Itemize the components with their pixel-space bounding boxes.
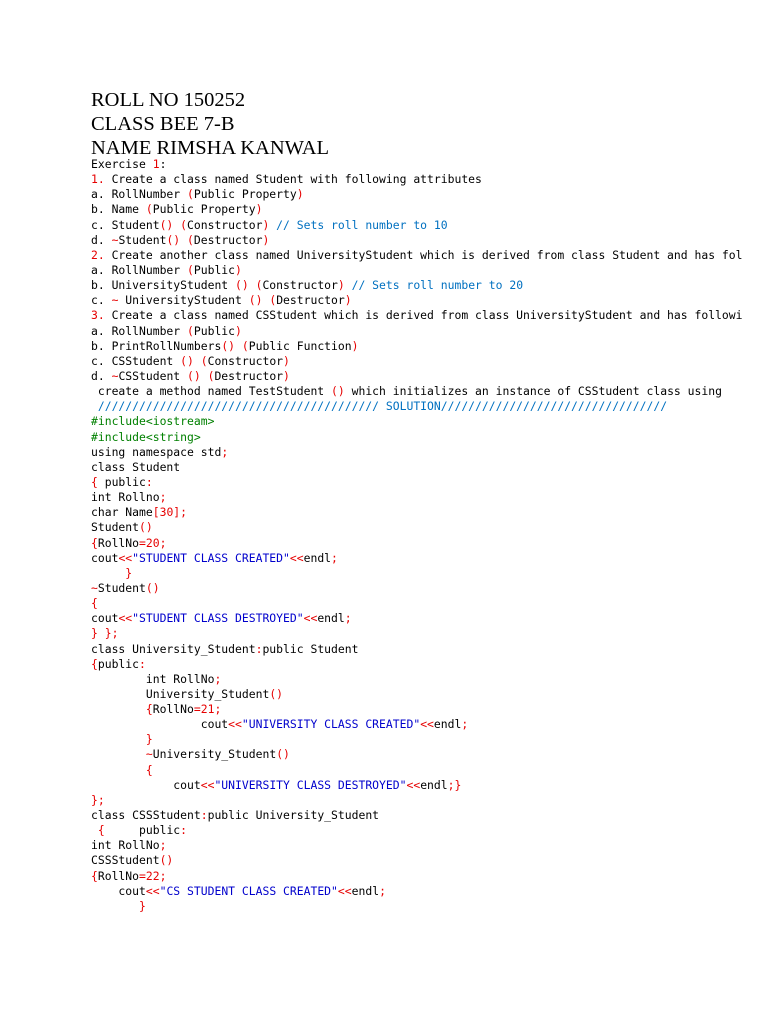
code-token: ;	[159, 490, 167, 505]
code-token: (	[255, 278, 263, 293]
code-token: "STUDENT CLASS DESTROYED"	[132, 611, 304, 626]
code-line	[91, 278, 743, 293]
code-token	[91, 732, 146, 746]
code-token	[91, 566, 125, 580]
code-line	[91, 293, 743, 308]
code-token: class CSSStudent	[91, 808, 201, 823]
code-token: )	[283, 353, 290, 368]
code-token: ///////////////////////////////////////// SOLUTION/////////////////////////////////	[91, 399, 668, 414]
code-token: RollNo	[152, 702, 194, 717]
code-token: ;	[214, 671, 222, 686]
code-token: (	[200, 353, 208, 368]
code-token: {	[145, 702, 153, 717]
code-token: )	[337, 278, 345, 293]
code-token: ;}	[447, 777, 462, 792]
code-token: Public Function	[248, 338, 352, 353]
code-token: (	[241, 338, 249, 353]
code-token	[91, 747, 146, 761]
code-line	[91, 808, 743, 823]
code-line	[91, 884, 743, 899]
code-token: ()	[139, 520, 153, 535]
code-token: )	[296, 187, 304, 202]
code-line	[91, 566, 743, 581]
code-line	[91, 732, 743, 747]
code-token: "CS STUDENT CLASS CREATED"	[159, 883, 338, 898]
code-token: ()	[331, 384, 345, 399]
code-token: :	[180, 823, 188, 838]
code-token: // Sets roll number to 10	[269, 217, 448, 232]
code-line	[91, 657, 743, 672]
code-token: (	[145, 202, 153, 217]
code-token: public	[104, 823, 181, 838]
code-token: a. RollNumber	[91, 323, 188, 338]
code-token: RollNo	[97, 868, 140, 883]
code-line	[91, 460, 743, 475]
code-line	[91, 339, 743, 354]
code-token: <<	[200, 777, 215, 792]
code-token: ;	[461, 717, 469, 732]
code-line	[91, 702, 743, 717]
code-token: ;	[344, 611, 352, 626]
code-token: UniversityStudent	[118, 293, 249, 308]
code-token: )	[283, 368, 290, 383]
code-token: <<	[118, 611, 133, 626]
code-token: (	[269, 293, 277, 308]
code-token: Student	[97, 580, 146, 595]
code-token	[91, 702, 146, 716]
code-line	[91, 475, 743, 490]
code-token: ()	[180, 353, 194, 368]
code-line	[91, 581, 743, 596]
code-token	[194, 354, 201, 368]
code-token: :	[145, 474, 153, 489]
code-line	[91, 430, 743, 445]
code-token: ()	[276, 747, 290, 762]
code-line	[91, 687, 743, 702]
code-token: #include<string>	[91, 429, 201, 444]
code-token: Create a class named CSStudent which is derived from class UniversityStudent and has followi	[104, 308, 743, 323]
code-line	[91, 445, 743, 460]
code-line	[91, 626, 743, 641]
code-token: }	[139, 898, 146, 913]
code-token: 2.	[91, 247, 105, 262]
code-line	[91, 536, 743, 551]
code-line	[91, 233, 743, 248]
code-token: c.	[91, 293, 112, 308]
code-token: create a method named TestStudent	[91, 384, 332, 399]
code-token: which initializes an instance of CSStudent class using	[344, 384, 722, 399]
code-token: =20;	[139, 535, 167, 550]
code-token	[235, 339, 242, 353]
code-token: ;	[159, 838, 167, 853]
code-token: (	[207, 368, 215, 383]
code-line	[91, 869, 743, 884]
code-token: (	[180, 217, 188, 232]
code-token: CSSStudent	[91, 853, 160, 868]
code-line	[91, 611, 743, 626]
code-token: ;	[221, 444, 229, 459]
code-token: ()	[248, 293, 263, 308]
code-token: )	[344, 293, 352, 308]
code-token: ~	[111, 368, 119, 383]
code-token: {	[91, 656, 98, 671]
code-token: public University_Student	[207, 808, 380, 823]
code-token: CSStudent	[118, 368, 188, 383]
code-token: ()	[159, 853, 174, 868]
code-token: ()	[187, 368, 201, 383]
code-token: int RollNo	[91, 838, 160, 853]
code-token: "STUDENT CLASS CREATED"	[132, 550, 290, 565]
code-token: :	[255, 641, 263, 656]
code-token: a. RollNumber	[91, 262, 188, 277]
code-token: public	[97, 474, 146, 489]
code-token: =21;	[193, 702, 222, 717]
code-token: Public Property	[193, 187, 297, 202]
code-token: char Name	[91, 505, 153, 520]
code-token: Public	[193, 262, 236, 277]
code-token: ()	[269, 686, 284, 701]
code-token: )	[235, 323, 242, 338]
code-token: 1.	[91, 172, 105, 187]
code-token: :	[159, 157, 167, 171]
code-token: int RollNo	[91, 671, 215, 686]
code-token: c. Student	[91, 217, 160, 232]
code-token: ;	[331, 550, 338, 565]
code-token: b. PrintRollNumbers	[91, 338, 222, 353]
code-token: (	[187, 323, 194, 338]
code-token: Destructor	[214, 368, 284, 383]
code-token: Create another class named UniversityStudent which is derived from class Student and has fol	[104, 247, 743, 262]
code-line	[91, 490, 743, 505]
code-token: Destructor	[193, 232, 263, 247]
code-token: (	[187, 187, 194, 202]
code-token: ()	[145, 580, 160, 595]
code-line	[91, 853, 743, 868]
code-token: endl	[433, 717, 462, 732]
code-token: 1	[152, 157, 160, 171]
code-token: )	[351, 338, 359, 353]
code-token: (	[187, 232, 194, 247]
code-token: {	[91, 474, 98, 489]
code-token: {	[97, 823, 105, 838]
class-line: CLASS BEE 7-B	[91, 113, 235, 135]
code-token: ;	[379, 883, 386, 898]
code-token: ~	[91, 580, 98, 595]
code-token: Constructor	[207, 353, 284, 368]
code-token: University_Student	[152, 747, 277, 762]
code-token	[91, 823, 98, 837]
code-token: int Rollno	[91, 490, 160, 505]
code-token: Destructor	[276, 293, 345, 308]
code-token: d.	[91, 232, 112, 247]
code-line	[91, 551, 743, 566]
code-token: ()	[159, 217, 174, 232]
code-token: }	[91, 626, 98, 641]
code-line	[91, 747, 743, 762]
code-token: }	[125, 565, 133, 580]
code-token: endl	[303, 550, 332, 565]
code-line	[91, 778, 743, 793]
code-token: class University_Student	[91, 641, 256, 656]
roll-number-line: ROLL NO 150252	[91, 89, 246, 111]
code-token: ()	[166, 232, 181, 247]
code-line	[91, 202, 743, 217]
code-line	[91, 596, 743, 611]
code-listing	[91, 157, 743, 914]
code-token: <<	[289, 550, 304, 565]
code-token: RollNo	[97, 535, 140, 550]
code-line	[91, 157, 743, 172]
code-line	[91, 505, 743, 520]
code-token: #include<iostream>	[91, 414, 215, 429]
code-token: <<	[303, 611, 318, 626]
code-token: :	[139, 656, 146, 671]
code-token: Public	[193, 323, 236, 338]
code-token: )	[235, 262, 242, 277]
code-token: cout	[91, 611, 119, 626]
code-line	[91, 218, 743, 233]
code-token: }	[145, 732, 153, 747]
code-line	[91, 763, 743, 778]
code-token	[180, 233, 187, 247]
code-token: using namespace std	[91, 444, 222, 459]
code-token: )	[262, 217, 270, 232]
code-line	[91, 172, 743, 187]
code-token: :	[200, 808, 208, 823]
code-token: =22;	[139, 868, 167, 883]
code-token: b. UniversityStudent	[91, 278, 236, 293]
code-line	[91, 717, 743, 732]
code-line	[91, 642, 743, 657]
code-token: ~	[145, 747, 153, 762]
code-token: <<	[145, 883, 160, 898]
code-token: Constructor	[187, 217, 263, 232]
code-token: Student	[118, 232, 167, 247]
code-token: Create a class named Student with following attributes	[104, 172, 482, 187]
code-line	[91, 838, 743, 853]
code-line	[91, 414, 743, 429]
student-name-line: NAME RIMSHA KANWAL	[91, 137, 330, 159]
code-token: <<	[406, 777, 421, 792]
code-line	[91, 369, 743, 384]
code-line	[91, 520, 743, 535]
code-token: 3.	[91, 308, 105, 323]
code-token: b. Name	[91, 202, 146, 217]
code-token: cout	[91, 717, 229, 732]
code-token	[91, 899, 139, 913]
code-token: Exercise	[91, 157, 153, 171]
code-token: Constructor	[262, 278, 338, 293]
code-token: "UNIVERSITY CLASS DESTROYED"	[214, 777, 407, 792]
code-token: c. CSStudent	[91, 353, 181, 368]
code-token: };	[104, 626, 119, 641]
code-token: d.	[91, 368, 112, 383]
code-token: University_Student	[91, 686, 270, 701]
code-token	[98, 626, 105, 640]
code-token	[201, 369, 208, 383]
code-token: )	[255, 202, 263, 217]
code-token: <<	[118, 550, 133, 565]
code-token: endl	[351, 883, 380, 898]
code-line	[91, 823, 743, 838]
code-token: {	[145, 762, 153, 777]
code-token: )	[262, 232, 270, 247]
code-token: class Student	[91, 459, 181, 474]
code-token: public Student	[262, 641, 359, 656]
code-line	[91, 308, 743, 323]
code-line	[91, 263, 743, 278]
code-token: cout	[91, 883, 146, 898]
code-line	[91, 399, 743, 414]
document-header	[91, 88, 329, 160]
code-token: };	[91, 792, 105, 807]
code-token: [30];	[152, 505, 188, 520]
code-token: {	[91, 596, 98, 611]
code-line	[91, 672, 743, 687]
code-token: (	[187, 262, 194, 277]
code-token: "UNIVERSITY CLASS CREATED"	[241, 717, 421, 732]
code-line	[91, 899, 743, 914]
code-token: endl	[420, 777, 448, 792]
code-line	[91, 187, 743, 202]
code-token: <<	[228, 717, 242, 732]
code-token: public	[97, 656, 140, 671]
code-line	[91, 324, 743, 339]
code-token: <<	[337, 883, 352, 898]
code-token: cout	[91, 550, 119, 565]
code-token: cout	[91, 777, 201, 792]
code-token: ()	[221, 338, 236, 353]
code-line	[91, 354, 743, 369]
code-token: ~	[111, 232, 119, 247]
code-token: Public Property	[152, 202, 256, 217]
code-line	[91, 793, 743, 808]
code-line	[91, 248, 743, 263]
code-token	[91, 763, 146, 777]
code-token: Student	[91, 520, 140, 535]
code-token: {	[91, 868, 98, 883]
code-token: // Sets roll number to 20	[344, 278, 524, 293]
code-token	[249, 278, 256, 292]
code-token: ~	[111, 293, 119, 308]
code-token: {	[91, 535, 98, 550]
code-token: ()	[235, 278, 249, 293]
code-token: <<	[420, 717, 434, 732]
code-line	[91, 384, 743, 399]
code-token: a. RollNumber	[91, 187, 188, 202]
code-token: endl	[317, 611, 345, 626]
